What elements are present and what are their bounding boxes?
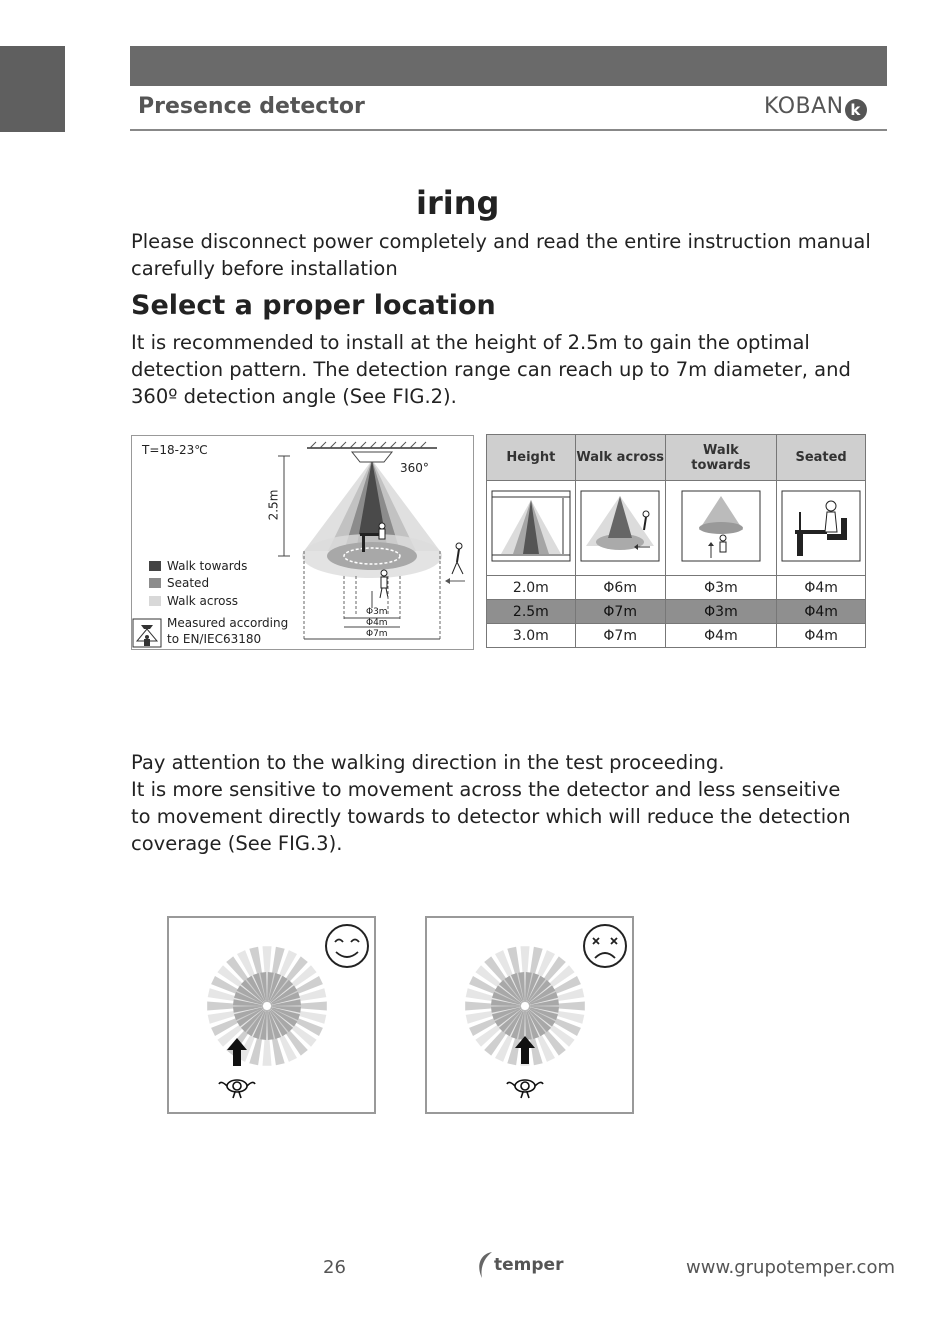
logo-mark: k bbox=[845, 99, 867, 121]
table-cell: Φ4m bbox=[665, 624, 777, 648]
walk-towards-diagram-cell bbox=[665, 481, 777, 576]
location-line1: It is recommended to install at the height of 2.5m to gain the optimal bbox=[131, 331, 810, 354]
location-line3: 360º detection angle (See FIG.2). bbox=[131, 385, 457, 408]
header-band bbox=[130, 46, 887, 86]
direction-line1: Pay attention to the walking direction in the test proceeding. bbox=[131, 751, 725, 774]
wiring-intro-line1: Please disconnect power completely and read the entire instruction manual bbox=[131, 230, 871, 253]
table-cell: Φ4m bbox=[777, 624, 866, 648]
brand-logo bbox=[764, 94, 867, 121]
table-cell: 3.0m bbox=[487, 624, 576, 648]
location-line2: detection pattern. The detection range can reach up to 7m diameter, and bbox=[131, 358, 851, 381]
walk-across-panel bbox=[167, 916, 376, 1114]
legend-walk-towards: Walk towards bbox=[167, 559, 248, 573]
walk-across-pattern-drawing bbox=[169, 918, 374, 1112]
table-cell: 2.0m bbox=[487, 576, 576, 600]
height-diagram-cell bbox=[487, 481, 576, 576]
header-title: Presence detector bbox=[138, 94, 365, 119]
logo-text: KOBAN bbox=[764, 94, 844, 119]
table-cell: Φ3m bbox=[665, 600, 777, 624]
table-cell: Φ4m bbox=[777, 576, 866, 600]
dim-label-7m: Φ7m bbox=[366, 629, 388, 639]
location-heading: Select a proper location bbox=[131, 290, 496, 321]
table-header-height: Height bbox=[487, 435, 576, 481]
legend-walk-across: Walk across bbox=[167, 594, 239, 608]
table-cell: 2.5m bbox=[487, 600, 576, 624]
walk-across-diagram-icon bbox=[580, 490, 660, 562]
seated-diagram-icon bbox=[781, 490, 861, 562]
walk-towards-diagram-icon bbox=[681, 490, 761, 562]
table-cell: Φ7m bbox=[575, 600, 665, 624]
walk-towards-pattern-drawing bbox=[427, 918, 632, 1112]
wiring-intro-line2: carefully before installation bbox=[131, 257, 398, 280]
angle-label: 360° bbox=[400, 461, 429, 475]
table-cell: Φ7m bbox=[575, 624, 665, 648]
sad-face-icon bbox=[584, 925, 626, 967]
table-cell: Φ6m bbox=[575, 576, 665, 600]
detection-pattern-figure bbox=[131, 435, 474, 650]
table-header-walk-towards: Walk towards bbox=[665, 435, 777, 481]
header-divider bbox=[130, 129, 887, 131]
table-cell: Φ3m bbox=[665, 576, 777, 600]
seated-diagram-cell bbox=[777, 481, 866, 576]
wiring-heading: iring bbox=[416, 184, 500, 222]
page-number: 26 bbox=[323, 1257, 346, 1278]
table-cell: Φ4m bbox=[777, 600, 866, 624]
direction-line2: It is more sensitive to movement across the detector and less senseitive bbox=[131, 778, 841, 801]
temperature-label: T=18-23℃ bbox=[142, 443, 208, 457]
standard-note-line2: to EN/IEC63180 bbox=[167, 632, 262, 646]
direction-line3: to movement directly towards to detector which will reduce the detection bbox=[131, 805, 851, 828]
table-header-walk-across: Walk across bbox=[575, 435, 665, 481]
footer-brand-text: temper bbox=[494, 1255, 564, 1275]
smiley-face-icon bbox=[326, 925, 368, 967]
footer-url: www.grupotemper.com bbox=[686, 1257, 895, 1278]
height-diagram-icon bbox=[491, 490, 571, 562]
height-dimension-label: 2.5m bbox=[266, 489, 281, 521]
dim-label-4m: Φ4m bbox=[366, 618, 388, 628]
person-topview-icon bbox=[507, 1080, 543, 1098]
walk-across-diagram-cell bbox=[575, 481, 665, 576]
side-tab bbox=[0, 46, 65, 132]
dim-label-3m: Φ3m bbox=[366, 607, 388, 617]
walk-towards-panel bbox=[425, 916, 634, 1114]
detection-range-table bbox=[486, 434, 866, 648]
footer-brand-logo bbox=[476, 1250, 563, 1280]
temper-swoosh-icon bbox=[476, 1250, 494, 1280]
table-header-seated: Seated bbox=[777, 435, 866, 481]
legend-seated: Seated bbox=[167, 576, 210, 590]
standard-note-line1: Measured according bbox=[167, 616, 289, 630]
person-topview-icon bbox=[219, 1080, 255, 1098]
direction-line4: coverage (See FIG.3). bbox=[131, 832, 343, 855]
